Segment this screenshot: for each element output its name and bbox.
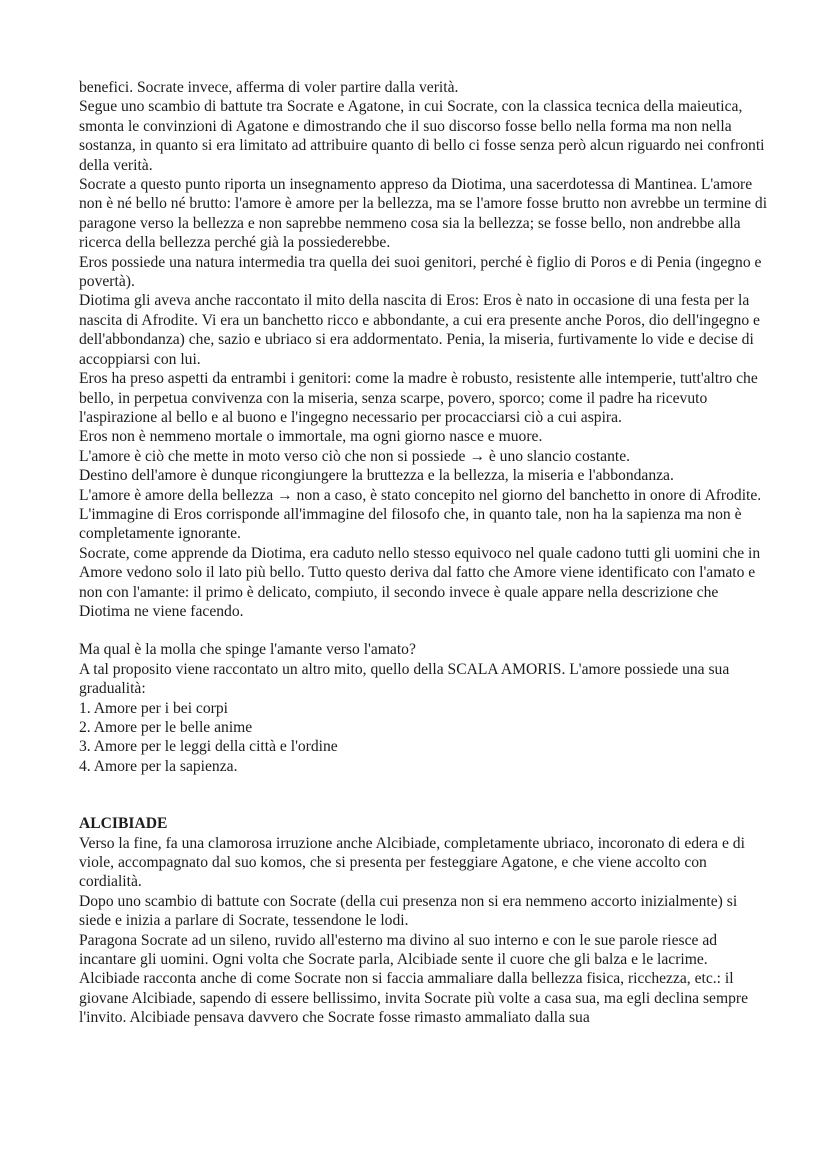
paragraph: L'amore è ciò che mette in moto verso ciò che non si possiede → è uno slancio costante. [79,447,631,465]
paragraph: Destino dell'amore è dunque ricongiungere la bruttezza e la bellezza, la miseria e l'abbondanza. [79,467,674,485]
document-page [79,78,769,1028]
paragraph: Segue uno scambio di battute tra Socrate e Agatone, in cui Socrate, con la classica tecnica della maieutica, smonta le convinzioni di Agatone e dimostrando che il suo discorso fosse bello nella forma ma non nella sostanza, in quanto si era limitato ad attribuire quanto di bello ci fosse senza però alcun riguardo nei confronti della verità. [79,98,765,174]
paragraph: Verso la fine, fa una clamorosa irruzione anche Alcibiade, completamente ubriaco, incoronato di edera e di viole, accompagnato dal suo komos, che si presenta per festeggiare Agatone, e che viene accolto con cordialità. [79,834,745,891]
list-item: 4. Amore per la sapienza. [79,757,238,775]
paragraph: A tal proposito viene raccontato un altro mito, quello della SCALA AMORIS. L'amore possiede una sua gradualità: [79,660,730,698]
spacer [79,776,769,814]
list-item: 1. Amore per i bei corpi [79,699,228,717]
list-item: 3. Amore per le leggi della città e l'ordine [79,738,338,756]
paragraph: L'amore è amore della bellezza → non a caso, è stato concepito nel giorno del banchetto in onore di Afrodite. [79,486,762,504]
paragraph: Eros non è nemmeno mortale o immortale, ma ogni giorno nasce e muore. [79,428,543,446]
paragraph: benefici. Socrate invece, afferma di voler partire dalla verità. [79,79,459,96]
paragraph: Socrate a questo punto riporta un insegnamento appreso da Diotima, una sacerdotessa di Mantinea. L'amore non è né bello né brutto: l'amore è amore per la bellezza, ma se l'amore fosse brutto non avrebbe un termine di paragone verso la bellezza e non saprebbe nemmeno cosa sia la bellezza; se fosse bello, non andrebbe alla ricerca della bellezza perché già la possiederebbe. [79,176,768,252]
section-heading: ALCIBIADE [79,815,168,833]
paragraph: Dopo uno scambio di battute con Socrate (della cui presenza non si era nemmeno accorto inizialmente) si siede e inizia a parlare di Socrate, tessendone le lodi. [79,892,738,930]
paragraph: Eros ha preso aspetti da entrambi i genitori: come la madre è robusto, resistente alle intemperie, tutt'altro che bello, in perpetua convivenza con la miseria, senza scarpe, povero, sporco; come il padre ha ricevuto l'aspirazione al bello e al buono e l'ingegno necessario per procacciarsi ciò a cui aspira. [79,370,758,426]
paragraph: Diotima gli aveva anche raccontato il mito della nascita di Eros: Eros è nato in occasione di una festa per la nascita di Afrodite. Vi era un banchetto ricco e abbondante, a cui era presente anche Poros, dio dell'ingegno e dell'abbondanza) che, sazio e ubriaco si era addormentato. Penia, la miseria, furtivamente lo vide e decise di accoppiarsi con lui. [79,292,760,368]
paragraph: Alcibiade racconta anche di come Socrate non si faccia ammaliare dalla bellezza fisica, ricchezza, etc.: il giovane Alcibiade, sapendo di essere bellissimo, invita Socrate più volte a casa sua, ma egli declina sempre l'invito. Alcibiade pensava davvero che Socrate fosse rimasto ammaliato dalla sua [79,970,749,1027]
paragraph: L'immagine di Eros corrisponde all'immagine del filosofo che, in quanto tale, non ha la sapienza ma non è completamente ignorante. [79,505,742,543]
spacer [79,621,769,640]
list-item: 2. Amore per le belle anime [79,719,253,736]
question-line: Ma qual è la molla che spinge l'amante verso l'amato? [79,641,416,659]
paragraph: Eros possiede una natura intermedia tra quella dei suoi genitori, perché è figlio di Poros e di Penia (ingegno e povertà). [79,253,762,291]
paragraph: Socrate, come apprende da Diotima, era caduto nello stesso equivoco nel quale cadono tutti gli uomini che in Amore vedono solo il lato più bello. Tutto questo deriva dal fatto che Amore viene identificato con l'amato e non con l'amante: il primo è delicato, compiuto, il secondo invece è quale appare nella descrizione che Diotima ne viene facendo. [79,544,761,620]
paragraph: Paragona Socrate ad un sileno, ruvido all'esterno ma divino al suo interno e con le sue parole riesce ad incantare gli uomini. Ogni volta che Socrate parla, Alcibiade sente il cuore che gli balza e le lacrime. [79,931,718,969]
